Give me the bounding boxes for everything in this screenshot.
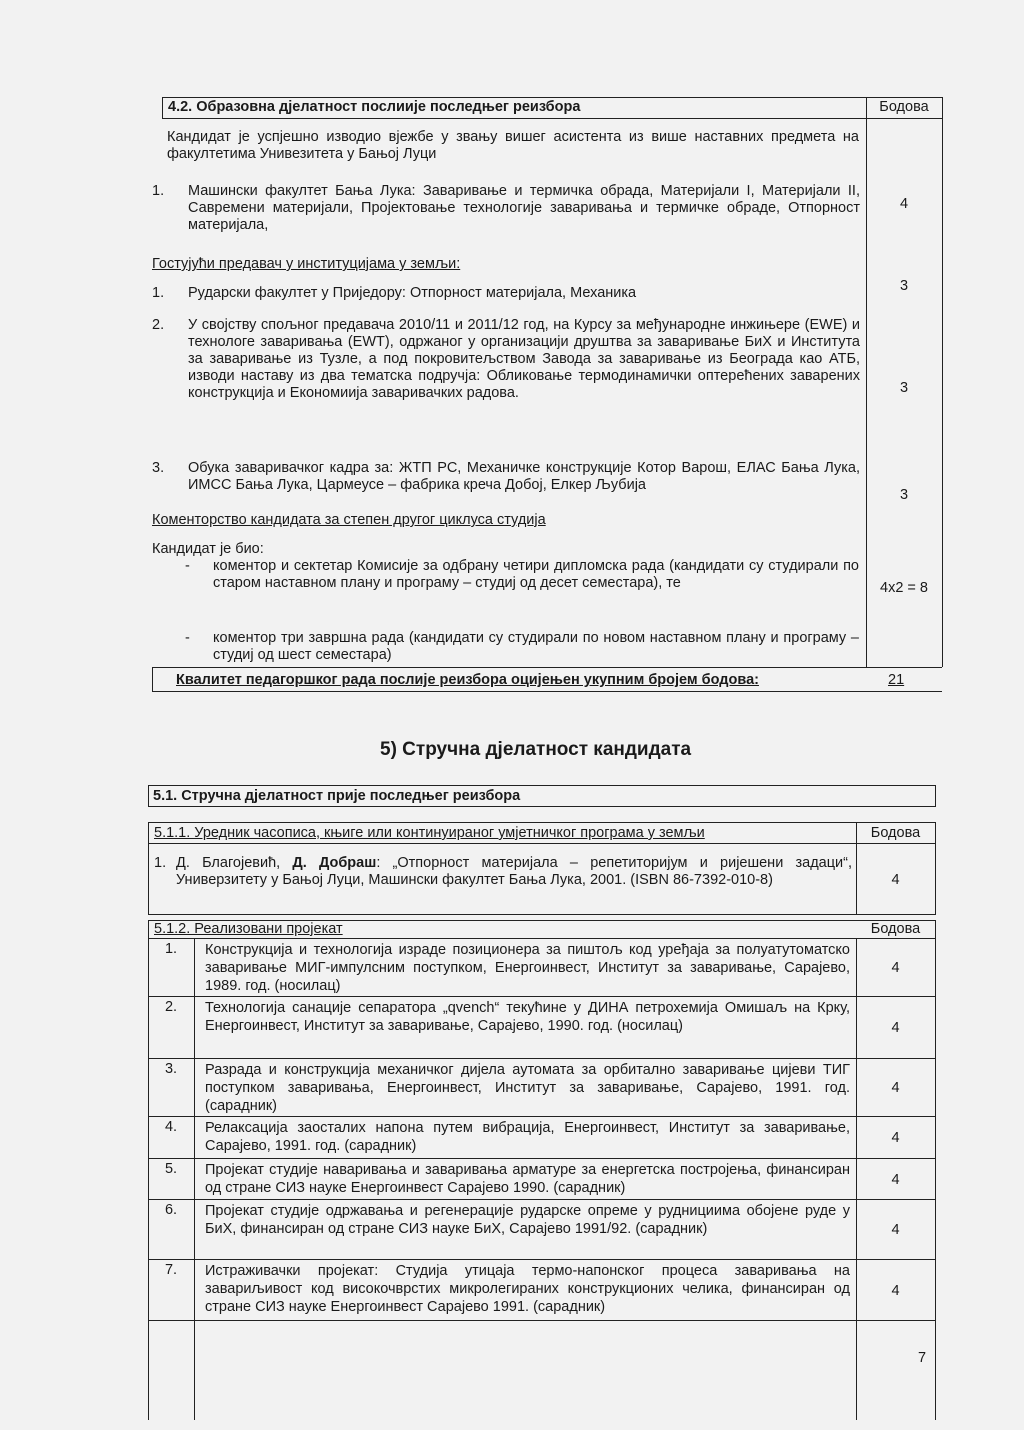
total-row-left-border — [152, 667, 153, 691]
section-42-intro: Кандидат је успјешно изводио вјежбе у звању вишег асистента из више наставних предмета на факултетима Унивезитета у Бањој Луци — [167, 129, 859, 162]
s511-item-points: 4 — [891, 872, 900, 888]
s511-table-header-bottom — [148, 843, 936, 844]
s511-table-right — [935, 822, 936, 914]
comentor-bullet-1-dash: - — [185, 558, 190, 574]
guest-item-1-text: Рударски факултет у Приједору: Отпорност материјала, Механика — [188, 285, 637, 301]
comentor-header: Коменторство кандидата за степен другог циклуса студија — [152, 512, 546, 528]
project-row-border — [148, 1259, 936, 1260]
project-points: 4 — [891, 1020, 900, 1036]
guest-item-2-number: 2. — [152, 317, 165, 333]
project-row-border — [148, 1158, 936, 1159]
s511-table-left — [148, 822, 149, 914]
comentor-bullet-1-points: 4x2 = 8 — [880, 580, 928, 596]
s511-item-number: 1. — [154, 855, 167, 871]
project-number: 3. — [164, 1061, 178, 1077]
project-number: 1. — [164, 941, 178, 957]
s51-box-left — [148, 785, 149, 807]
table-42-header-border — [162, 118, 943, 119]
table-42-top-border — [162, 97, 943, 98]
comentor-bullet-2-text: коментор три завршна рада (кандидати су студирали по новом наставном плану и програму – студиј од шест семестара) — [213, 630, 859, 663]
page-number: 7 — [918, 1350, 927, 1366]
project-number: 4. — [164, 1119, 178, 1135]
project-text: Пројекат студије наваривања и заваривања арматуре за енергетска постројења, финансиран од стране СИЗ науке Енергоинвест Сарајево 1990. (сарадник) — [205, 1162, 850, 1196]
s511-table-top — [148, 822, 936, 823]
project-row-border — [148, 1199, 936, 1200]
s511-header: 5.1.1. Уредник часописа, књиге или континуираног умјетничког програма у земљи — [154, 825, 705, 841]
project-text: Разрада и конструкција механичког дијела аутомата за орбитално заваривање цијеви ТИГ поступком заваривања, Енергоинвест, Институт за заваривање, Сарајево, 1991. год. (сарадник) — [205, 1062, 850, 1114]
s511-item-text: Д. Благојевић, Д. Добраш: „Отпорност материјала – репетиторијум и ријешени задаци“, Универзитету у Бањој Луци, Машински факултет Бања Лука, 2001. (ISBN 86-7392-010-8) — [176, 855, 853, 888]
comentor-bullet-2-dash: - — [185, 630, 190, 646]
project-points: 4 — [891, 960, 900, 976]
guest-item-2-points: 3 — [899, 380, 909, 396]
guest-lecturer-header: Гостујући предавач у институцијама у земљи: — [152, 256, 461, 272]
table-42-left-border — [162, 97, 163, 119]
table-42-right-border — [942, 97, 943, 667]
item-1-text: Машински факултет Бања Лука: Заваривање и термичка обрада, Материјали I, Материјали II, Савремени материјали, Пројектовање технологије заваривања и термичке обраде, Отпорност материјала, — [188, 183, 860, 233]
project-row-border — [148, 1058, 936, 1059]
project-number: 5. — [164, 1161, 178, 1177]
s51-box-bottom — [148, 806, 936, 807]
guest-item-2-text: У својству спољног предавача 2010/11 и 2011/12 год, на Курсу за међународне инжињере (EWE) и технологе заваривања (EWT), одржаног у организацији друштва за заваривање БиХ и Института за заваривање из Тузле, а под покровитељством Завода за заваривање из Београда као АТБ, изводи наставу из два тематска подручја: Обликовање термодинамички оптерећених заварених конструкција и Економиија заваривачких радова. — [188, 317, 860, 401]
project-points: 4 — [891, 1080, 900, 1096]
project-row-border — [148, 1320, 936, 1321]
comentor-intro: Кандидат је био: — [152, 541, 264, 557]
project-text: Релаксација заосталих напона путем вибрација, Енергоинвест, Институт за заваривање, Сарајево, 1991. год. (сарадник) — [205, 1120, 850, 1154]
total-value: 21 — [888, 672, 905, 688]
project-points: 4 — [891, 1283, 900, 1299]
project-row-border — [148, 1116, 936, 1117]
item-1-number: 1. — [152, 183, 165, 199]
points-header: Бодова — [879, 99, 929, 115]
total-row-top-border — [152, 667, 942, 668]
s512-table-right — [935, 920, 936, 1420]
s512-header: 5.1.2. Реализовани пројекат — [154, 921, 343, 937]
s512-table-num-divider — [194, 938, 195, 1420]
project-row-border — [148, 996, 936, 997]
item-1-points: 4 — [899, 196, 909, 212]
project-text: Технологија санације сепаратора „qvench“ текућине у ДИНА петрохемија Омишаљ на Крку, Енергоинвест, Институт за заваривање, Сарајево, 1990. год. (носилац) — [205, 1000, 850, 1034]
project-number: 2. — [164, 999, 178, 1015]
guest-item-3-points: 3 — [899, 487, 909, 503]
project-number: 6. — [164, 1202, 178, 1218]
section-5-title: 5) Стручна дјелатност кандидата — [380, 739, 692, 760]
guest-item-1-points: 3 — [899, 278, 909, 294]
s51-box-top — [148, 785, 936, 786]
guest-item-1-number: 1. — [152, 285, 165, 301]
guest-item-3-text: Обука заваривачког кадра за: ЖТП РС, Механичке конструкције Котор Варош, ЕЛАС Бања Лука, ИМСС Бања Лука, Цармеусе – фабрика креча Добој, Елкер Љубија — [188, 460, 860, 493]
s512-header-bottom — [148, 938, 936, 939]
s511-table-bottom — [148, 914, 936, 915]
total-label: Квалитет педагоршког рада послије реизбора оцијењен укупним бројем бодова: — [176, 672, 759, 688]
s511-points-header: Бодова — [870, 825, 921, 841]
project-points: 4 — [891, 1222, 900, 1238]
project-text: Пројекат студије одржавања и регенерације рударске опреме у руднициима обојене руде у БиХ, финансиран од стране СИЗ науке БиХ, Сарајево 1991/92. (сарадник) — [205, 1203, 850, 1237]
s512-points-header: Бодова — [870, 921, 921, 937]
guest-item-3-number: 3. — [152, 460, 165, 476]
project-text: Истраживачки пројекат: Студија утицаја термо-напонског процеса заваривања на завариљивост код високочврстих микролегираних конструкционих челика, финансиран од стране СИЗ науке Енергоинвест Сарајево 1991. (сарадник) — [205, 1263, 850, 1315]
comentor-bullet-1-text: коментор и сектетар Комисије за одбрану четири дипломска рада (кандидати су студирали по старом наставном плану и програму – студиј од десет семестара), те — [213, 558, 859, 591]
section-42-header: 4.2. Образовна дјелатност послиије последњег реизбора — [168, 99, 581, 115]
project-text: Конструкција и технологија израде позиционера за пиштољ код уређаја за полуатутоматско заваривање МИГ-импулсним поступком, Енергоинвест, Институт за заваривање, Сарајево, 1989. год. (носилац) — [205, 942, 850, 994]
total-row-bottom-border — [152, 691, 942, 692]
s51-header: 5.1. Стручна дјелатност прије последњег реизбора — [153, 788, 521, 804]
project-number: 7. — [164, 1262, 178, 1278]
project-points: 4 — [891, 1130, 900, 1146]
s51-box-right — [935, 785, 936, 807]
project-points: 4 — [891, 1172, 900, 1188]
